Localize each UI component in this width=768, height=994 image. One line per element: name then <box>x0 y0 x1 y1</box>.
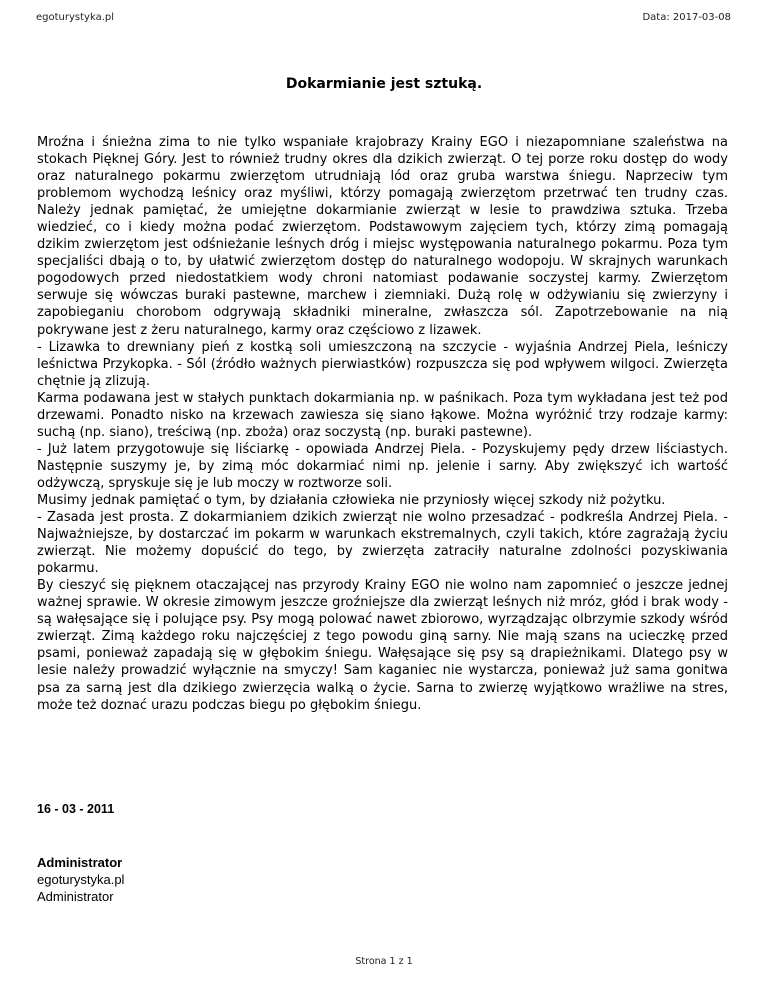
article-paragraph: Musimy jednak pamiętać o tym, by działania człowieka nie przyniosły więcej szkody niż pożytku. <box>37 492 666 508</box>
article-paragraph: - Już latem przygotowuje się liściarkę - opowiada Andrzej Piela. - Pozyskujemy pędy drzew liściastych. Następnie suszymy je, by zimą móc dokarmiać nimi np. jelenie i sarny. Aby zwiększyć ich wartość odżywczą, spryskuje się je lub moczy w roztworze soli. <box>37 441 728 491</box>
author-site: egoturystyka.pl <box>37 872 125 887</box>
page-number: Strona 1 z 1 <box>355 956 413 967</box>
article-paragraph: Mroźna i śnieżna zima to nie tylko wspaniałe krajobrazy Krainy EGO i niezapomniane szaleństwa na stokach Pięknej Góry. Jest to również trudny okres dla dzikich zwierząt. O tej porze roku dostęp do wody oraz naturalnego pokarmu zwierzętom utrudniają lód oraz gruba warstwa śniegu. Naprzeciw tym problemom wychodzą leśnicy oraz myśliwi, którzy pomagają zwierzętom przetrwać ten trudny czas. Należy jednak pamiętać, że umiejętne dokarmianie zwierząt w lesie to prawdziwa sztuka. Trzeba wiedzieć, co i kiedy można podać zwierzętom. Podstawowym zajęciem tych, którzy zimą pomagają dzikim zwierzętom jest odśnieżanie leśnych dróg i miejsc występowania naturalnego pokarmu. Poza tym specjaliści dbają o to, by ułatwić zwierzętom dostęp do naturalnego wodopoju. W skrajnych warunkach pogodowych przed niedostatkiem wody chroni natomiast podawanie soczystej karmy. Zwierzętom serwuje się wówczas buraki pastewne, marchew i ziemniaki. Dużą rolę w odżywianiu się zwierzyny i zapobieganiu chorobom odgrywają składniki mineralne, zwłaszcza sól. Zapotrzebowanie na nią pokrywane jest z żeru naturalnego, karmy oraz częściowo z lizawek. <box>37 135 728 338</box>
header-site-name: egoturystyka.pl <box>36 12 115 23</box>
author-block <box>37 854 124 905</box>
article-paragraph: By cieszyć się pięknem otaczającej nas przyrody Krainy EGO nie wolno nam zapomnieć o jeszcze jednej ważnej sprawie. W okresie zimowym jeszcze groźniejsze dla zwierząt leśnych niż mróz, głód i brak wody - są wałęsające się i polujące psy. Psy mogą polować nawet zbiorowo, wyrządzając olbrzymie szkody wśród zwierząt. Zimą każdego roku najczęściej z tego powodu giną sarny. Nie mają szans na ucieczkę przed psami, ponieważ zapadają się w głębokim śniegu. Wałęsające się psy są drapieżnikami. Dlatego psy w lesie należy prowadzić wyłącznie na smyczy! Sam kaganiec nie wystarcza, ponieważ już sama gonitwa psa za sarną jest dla dzikiego zwierzęcia walką o życie. Sarna to zwierzę wyjątkowo wrażliwe na stres, może też doznać urazu podczas biegu po głębokim śniegu. <box>37 578 728 713</box>
author-role: Administrator <box>37 889 114 904</box>
article-date: 16 - 03 - 2011 <box>37 802 115 816</box>
article-paragraph: - Zasada jest prosta. Z dokarmianiem dzikich zwierząt nie wolno przesadzać - podkreśla Andrzej Piela. - Najważniejsze, by dostarczać im pokarm w warunkach ekstremalnych, czyli takich, które zagrażają życiu zwierząt. Nie możemy dopuścić do tego, by zwierzęta zatraciły naturalne zdolności pozyskiwania pokarmu. <box>37 510 728 577</box>
article-paragraph: Karma podawana jest w stałych punktach dokarmiania np. w paśnikach. Poza tym wykładana jest też pod drzewami. Ponadto nisko na krzewach zawiesza się siano łąkowe. Można wyróżnić trzy rodzaje karmy: suchą (np. siano), treściwą (np. zboża) oraz soczystą (np. buraki pastewne). <box>37 390 728 440</box>
article-title: Dokarmianie jest sztuką. <box>285 76 483 92</box>
header-date: Data: 2017-03-08 <box>642 12 731 23</box>
article-body <box>37 134 728 714</box>
article-paragraph: - Lizawka to drewniany pień z kostką soli umieszczoną na szczycie - wyjaśnia Andrzej Piela, leśniczy leśnictwa Przykopka. - Sól (źródło ważnych pierwiastków) rozpuszcza się pod wpływem wilgoci. Zwierzęta chętnie ją zlizują. <box>37 339 728 389</box>
author-name: Administrator <box>37 855 123 870</box>
